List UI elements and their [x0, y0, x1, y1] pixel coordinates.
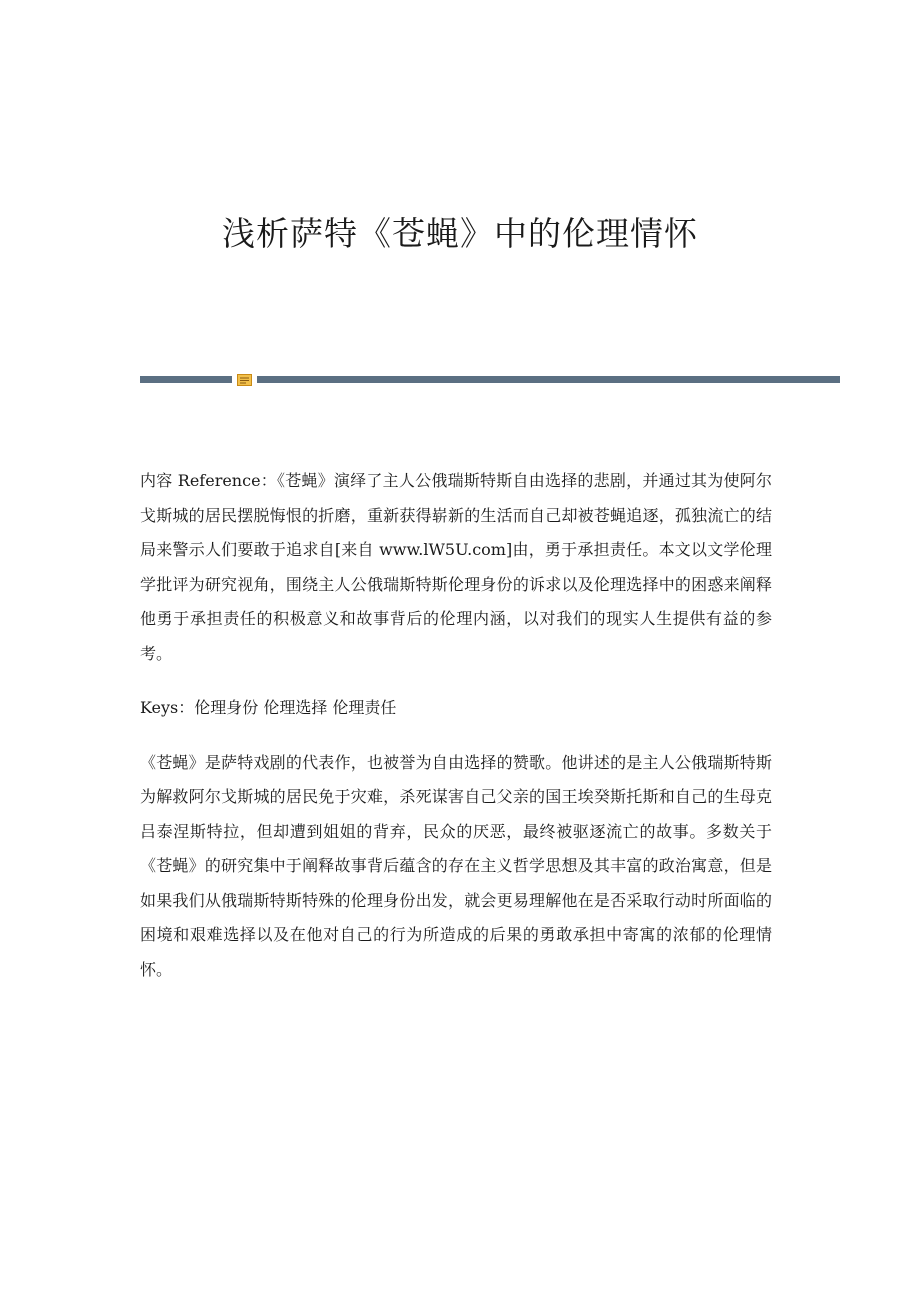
divider-bar-right [257, 376, 840, 383]
keywords-line: Keys：伦理身份 伦理选择 伦理责任 [140, 698, 397, 717]
abstract-paragraph: 内容 Reference：《苍蝇》演绎了主人公俄瑞斯特斯自由选择的悲剧，并通过其为使阿尔戈斯城的居民摆脱悔恨的折磨，重新获得崭新的生活而自己却被苍蝇追逐，孤独流亡的结局来警示人们要敢于追求自[来自 www.lW5U.com]由，勇于承担责任。本文以文学伦理学批评为研究视角，围绕主人公俄瑞斯特斯伦理身份的诉求以及伦理选择中的困惑来阐释他勇于承担责任的积极意义和故事背后的伦理内涵，以对我们的现实人生提供有益的参考。 [140, 471, 772, 663]
divider-emblem-icon [237, 374, 252, 386]
divider-bar-left [140, 376, 232, 383]
title-divider [140, 374, 840, 386]
body-paragraph: 《苍蝇》是萨特戏剧的代表作，也被誉为自由选择的赞歌。他讲述的是主人公俄瑞斯特斯为解救阿尔戈斯城的居民免于灾难，杀死谋害自己父亲的国王埃癸斯托斯和自己的生母克吕泰涅斯特拉，但却遭到姐姐的背弃，民众的厌恶，最终被驱逐流亡的故事。多数关于《苍蝇》的研究集中于阐释故事背后蕴含的存在主义哲学思想及其丰富的政治寓意，但是如果我们从俄瑞斯特斯特殊的伦理身份出发，就会更易理解他在是否采取行动时所面临的困境和艰难选择以及在他对自己的行为所造成的后果的勇敢承担中寄寓的浓郁的伦理情怀。 [140, 752, 772, 979]
article-content [140, 464, 772, 1007]
page-title: 浅析萨特《苍蝇》中的伦理情怀 [222, 214, 698, 253]
